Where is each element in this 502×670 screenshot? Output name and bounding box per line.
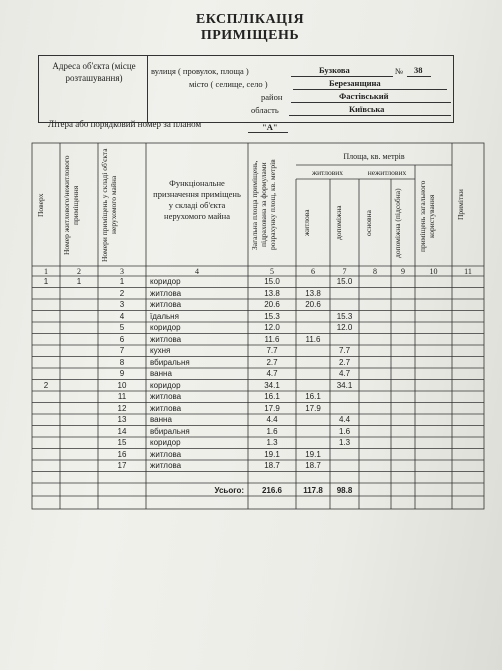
cell-purpose: ванна — [150, 369, 172, 378]
col-num-1: 1 — [44, 267, 48, 276]
cell-room-number: 4 — [119, 311, 125, 321]
cell-total-area: 2.7 — [266, 357, 278, 367]
header-aux-nonres: допоміжна (підсобна) — [393, 188, 402, 258]
header-common-use: приміщень загального користування — [418, 180, 436, 252]
header-nonresidential: нежитлових — [367, 168, 407, 177]
cell-room-number: 16 — [117, 449, 127, 459]
district-label: район — [261, 92, 283, 102]
cell-purpose: ванна — [150, 415, 172, 424]
street-value: Бузкова — [319, 65, 350, 75]
address-label: Адреса об'єкта (місце розташування) — [52, 61, 136, 83]
header-apartment: Номер житлового/нежитлового приміщення — [62, 155, 80, 255]
col-num-7: 7 — [342, 267, 347, 276]
cell-room-number: 9 — [119, 369, 125, 378]
document-title: ЕКСПЛІКАЦІЯ ПРИМІЩЕНЬ — [195, 12, 305, 43]
street-label: вулиця ( провулок, площа ) — [151, 66, 249, 76]
cell-room-number: 15 — [117, 438, 127, 447]
cell-purpose: вбиральня — [150, 357, 190, 367]
number-label: № — [395, 66, 404, 76]
cell-living: 11.6 — [305, 334, 321, 344]
cell-total-area: 15.0 — [264, 277, 280, 286]
col-num-10: 10 — [429, 267, 438, 276]
cell-auxiliary: 4.7 — [338, 369, 351, 378]
cell-living: 19.1 — [305, 449, 321, 459]
cell-room-number: 6 — [119, 334, 125, 344]
cell-total-area: 34.1 — [264, 380, 280, 390]
cell-living: 16.1 — [305, 392, 321, 401]
header-residential: житлових — [311, 168, 344, 177]
cell-total-area: 18.7 — [264, 461, 280, 470]
cell-room-number: 11 — [117, 392, 127, 401]
litera-value: "А" — [262, 122, 278, 132]
cell-total-area: 1.3 — [266, 438, 278, 447]
cell-living: 17.9 — [305, 403, 321, 413]
cell-auxiliary: 1.6 — [338, 426, 351, 436]
col-num-8: 8 — [373, 267, 377, 276]
col-num-4: 4 — [195, 267, 199, 276]
cell-purpose: житлова — [150, 300, 182, 309]
cell-auxiliary: 34.1 — [336, 380, 353, 390]
header-area-group: Площа, кв. метрів — [343, 152, 405, 161]
totals-living: 117.8 — [303, 486, 323, 495]
col-num-11: 11 — [464, 267, 472, 276]
cell-auxiliary: 15.3 — [336, 311, 353, 321]
region-value: Київська — [349, 104, 385, 114]
cell-room-number: 1 — [119, 277, 125, 286]
cell-total-area: 19.1 — [264, 449, 280, 459]
cell-auxiliary: 15.0 — [336, 277, 353, 286]
header-main: основна — [364, 210, 373, 236]
cell-room-number: 7 — [119, 346, 125, 355]
cell-purpose: житлова — [150, 403, 182, 413]
cell-total-area: 17.9 — [264, 403, 280, 413]
cell-living: 20.6 — [305, 300, 321, 309]
cell-total-area: 4.7 — [266, 369, 278, 378]
col-num-6: 6 — [311, 267, 315, 276]
cell-living: 13.8 — [305, 288, 321, 298]
cell-purpose: житлова — [150, 449, 182, 459]
cell-auxiliary: 12.0 — [336, 323, 353, 332]
cell-auxiliary: 1.3 — [338, 438, 351, 447]
litera-label: Літера або порядковий номер за планом — [48, 119, 202, 129]
cell-room-number: 12 — [117, 403, 127, 413]
region-label: область — [251, 105, 279, 115]
cell-room-number: 8 — [119, 357, 125, 367]
cell-room-number: 14 — [117, 426, 127, 436]
district-value: Фастівський — [339, 91, 389, 101]
header-purpose: Функціональне призначення приміщень у складі об'єкта нерухомого майна — [153, 178, 241, 221]
header-living: житлова — [302, 209, 311, 237]
cell-purpose: коридор — [150, 323, 181, 332]
cell-purpose: коридор — [150, 380, 181, 390]
cell-floor: 1 — [43, 277, 49, 286]
col-num-5: 5 — [270, 267, 274, 276]
cell-auxiliary: 4.4 — [338, 415, 351, 424]
cell-total-area: 15.3 — [264, 311, 280, 321]
cell-purpose: житлова — [150, 392, 182, 401]
totals-auxiliary: 98.8 — [336, 486, 353, 495]
header-auxiliary: допоміжна — [334, 205, 343, 241]
col-num-9: 9 — [401, 267, 405, 276]
cell-purpose: житлова — [150, 334, 182, 344]
cell-purpose: житлова — [150, 461, 182, 470]
header-room-number: Номери приміщень у складі об'єкта нерухомого майна — [100, 148, 118, 262]
cell-total-area: 12.0 — [264, 323, 280, 332]
cell-room-number: 2 — [119, 288, 125, 298]
cell-total-area: 16.1 — [264, 392, 280, 401]
cell-total-area: 4.4 — [266, 415, 278, 424]
city-value: Березанщина — [329, 78, 381, 88]
cell-room-number: 10 — [117, 380, 127, 390]
cell-floor: 2 — [43, 380, 49, 390]
col-num-2: 2 — [77, 267, 81, 276]
cell-purpose: кухня — [150, 346, 171, 355]
cell-room-number: 13 — [117, 415, 127, 424]
cell-auxiliary: 2.7 — [338, 357, 351, 367]
cell-purpose: житлова — [150, 288, 182, 298]
cell-room-number: 17 — [117, 461, 127, 470]
number-value: 38 — [414, 65, 423, 75]
header-floor: Поверх — [36, 193, 45, 217]
city-label: місто ( селище, село ) — [189, 79, 268, 89]
cell-purpose: коридор — [150, 438, 181, 447]
cell-room-number: 3 — [119, 300, 125, 309]
cell-purpose: коридор — [150, 277, 181, 286]
cell-total-area: 7.7 — [266, 346, 278, 355]
cell-apartment: 1 — [76, 277, 82, 286]
cell-total-area: 1.6 — [266, 426, 278, 436]
totals-label: Усього: — [214, 486, 244, 495]
totals-total-area: 216.6 — [261, 486, 283, 495]
cell-total-area: 20.6 — [264, 300, 280, 309]
header-total-area: Загальна площа приміщень, підрахована за формулами розрахунку площ, кв. метрів — [250, 159, 277, 251]
cell-room-number: 5 — [119, 323, 125, 332]
address-box — [38, 55, 454, 123]
cell-total-area: 13.8 — [264, 288, 280, 298]
cell-total-area: 11.6 — [264, 334, 280, 344]
cell-living: 18.7 — [305, 461, 321, 470]
header-notes: Примітки — [456, 189, 465, 221]
col-num-3: 3 — [120, 267, 124, 276]
cell-purpose: вбиральня — [150, 426, 190, 436]
cell-auxiliary: 7.7 — [338, 346, 351, 355]
cell-purpose: їдальня — [150, 311, 179, 321]
